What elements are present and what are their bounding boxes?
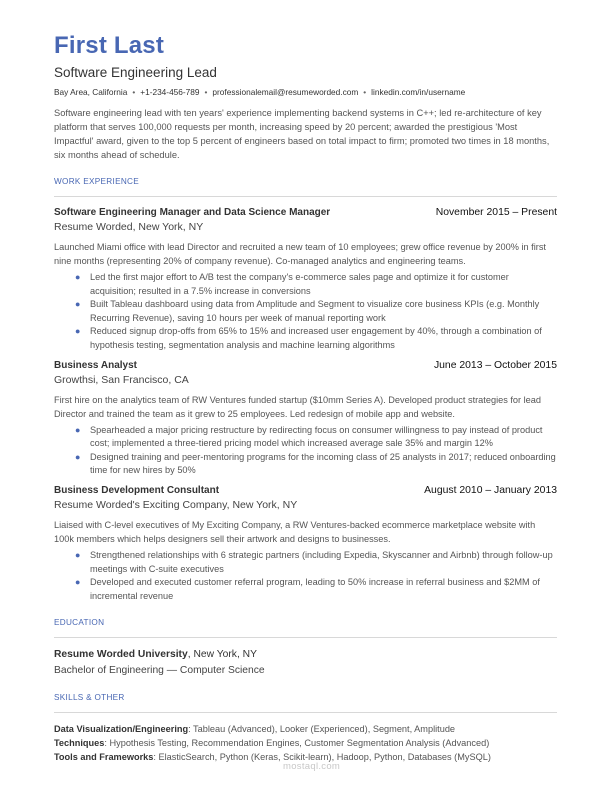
resume-page [54,30,557,764]
bullet-icon: ● [75,424,81,435]
skill-line [54,722,557,736]
job-description: Launched Miami office with lead Director and recruited a new team of 10 employees; grew office revenue by 200% in first nine months (representing 20% of company revenue). Co-managed analytics and engineering teams. [54,242,546,266]
school-location: , New York, NY [187,649,257,661]
section-title-education: EDUCATION [54,618,105,628]
job-bullet: ● Strengthened relationships with 6 strategic partners (including Expedia, Skyscanner and Airbnb) through follow-up meetings with C-suite executives [75,549,553,574]
job-description: Liaised with C-level executives of My Exciting Company, a RW Ventures-backed ecommerce marketplace website with 100k members which helps designers sell their artwork and designs to businesses. [54,519,536,544]
bullet-icon: ● [75,272,81,282]
contact-linkedin[interactable]: linkedin.com/in/username [371,87,466,97]
skill-label: Tools and Frameworks [54,752,154,763]
job-bullets [54,424,557,478]
section-divider [54,637,557,638]
education-degree: Bachelor of Engineering — Computer Science [54,665,265,677]
contact-location: Bay Area, California [54,87,128,97]
job-bullet: ● Developed and executed customer referral program, leading to 50% increase in referral business and $2MM of incremental revenue [75,577,540,601]
skill-label: Techniques [54,738,105,749]
job-entry [54,484,557,603]
contact-separator: • [363,87,367,97]
section-title-skills: SKILLS & OTHER [54,693,125,703]
skill-value: : Tableau (Advanced), Looker (Experienced), Segment, Amplitude [188,724,456,735]
job-entry [54,359,557,478]
contact-email[interactable]: professionalemail@resumeworded.com [212,87,359,97]
skill-label: Data Visualization/Engineering [54,724,189,735]
job-description: First hire on the analytics team of RW Ventures funded startup ($10mm Series A). Developed product strategies for lead Director and trained the team as it grew to 25 employees. Led redesign of mobile app and website. [54,394,542,419]
school-name: Resume Worded University [54,649,188,661]
job-bullets [54,271,557,353]
bullet-icon: ● [75,299,81,310]
contact-phone: +1-234-456-789 [140,87,200,97]
job-dates: November 2015 – Present [435,207,557,218]
job-company: Growthsi, San Francisco, CA [54,373,189,386]
job-title: Business Development Consultant [54,484,220,496]
job-title: Business Analyst [54,359,137,371]
bullet-icon: ● [75,577,81,588]
job-dates: June 2013 – October 2015 [433,359,557,371]
job-entry [54,206,557,353]
skill-value: : ElasticSearch, Python (Keras, Scikit-learn), Hadoop, Python, Databases (MySQL) [153,752,491,763]
job-bullets [54,549,557,603]
bullet-icon: ● [75,451,81,462]
job-bullet: ● Spearheaded a major pricing restructure by redirecting focus on consumer willingness to pay instead of product cost; implemented a three-tiered pricing model which increased average sale 35% and margin 12% [75,424,543,449]
job-bullet: ● Built Tableau dashboard using data from Amplitude and Segment to visualize core business KPIs (e.g. Monthly Recurring Revenue), saving 10 hours per week of manual reporting work [75,299,540,323]
candidate-role: Software Engineering Lead [54,65,217,80]
section-divider [54,712,557,713]
summary-paragraph: Software engineering lead with ten years' experience implementing backend systems in C++; led re-architecture of key platform that serves 100,000 requests per month, increasing speed by 20 percent; awarded the prestigious 'Most Impactful' award, given to the top 5 percent of engineers based on total impact to firm; promoted two times in 18 months, six months ahead of schedule. [54,108,550,160]
contact-separator: • [132,87,136,97]
job-company: Resume Worded, New York, NY [54,221,204,233]
skill-value: : Hypothesis Testing, Recommendation Engines, Customer Segmentation Analysis (Advanced) [104,738,490,749]
bullet-icon: ● [75,549,81,560]
watermark: mostaql.com [283,761,341,772]
skill-line [54,736,557,750]
bullet-icon: ● [75,326,81,337]
contact-line [54,86,557,98]
job-dates: August 2010 – January 2013 [424,484,557,496]
education-school [54,647,557,662]
job-bullet: ● Led the first major effort to A/B test the company's e-commerce sales page and optimize it for customer acquisition; resulted in a 7.5% increase in conversions [75,272,509,296]
job-bullet: ● Designed training and peer-mentoring programs for the incoming class of 25 analysts in 2017; reduced onboarding time for new hires by 50% [75,451,556,476]
job-bullet: ● Reduced signup drop-offs from 65% to 15% and increased user engagement by 40%, through a combination of hypothesis testing, segmentation analysis and machine learning algorithms [75,326,542,350]
section-divider [54,196,557,197]
job-company: Resume Worded's Exciting Company, New York, NY [54,498,298,511]
job-title: Software Engineering Manager and Data Science Manager [54,207,331,218]
contact-separator: • [204,87,208,97]
section-title-experience: WORK EXPERIENCE [54,177,140,186]
candidate-name: First Last [54,32,165,59]
